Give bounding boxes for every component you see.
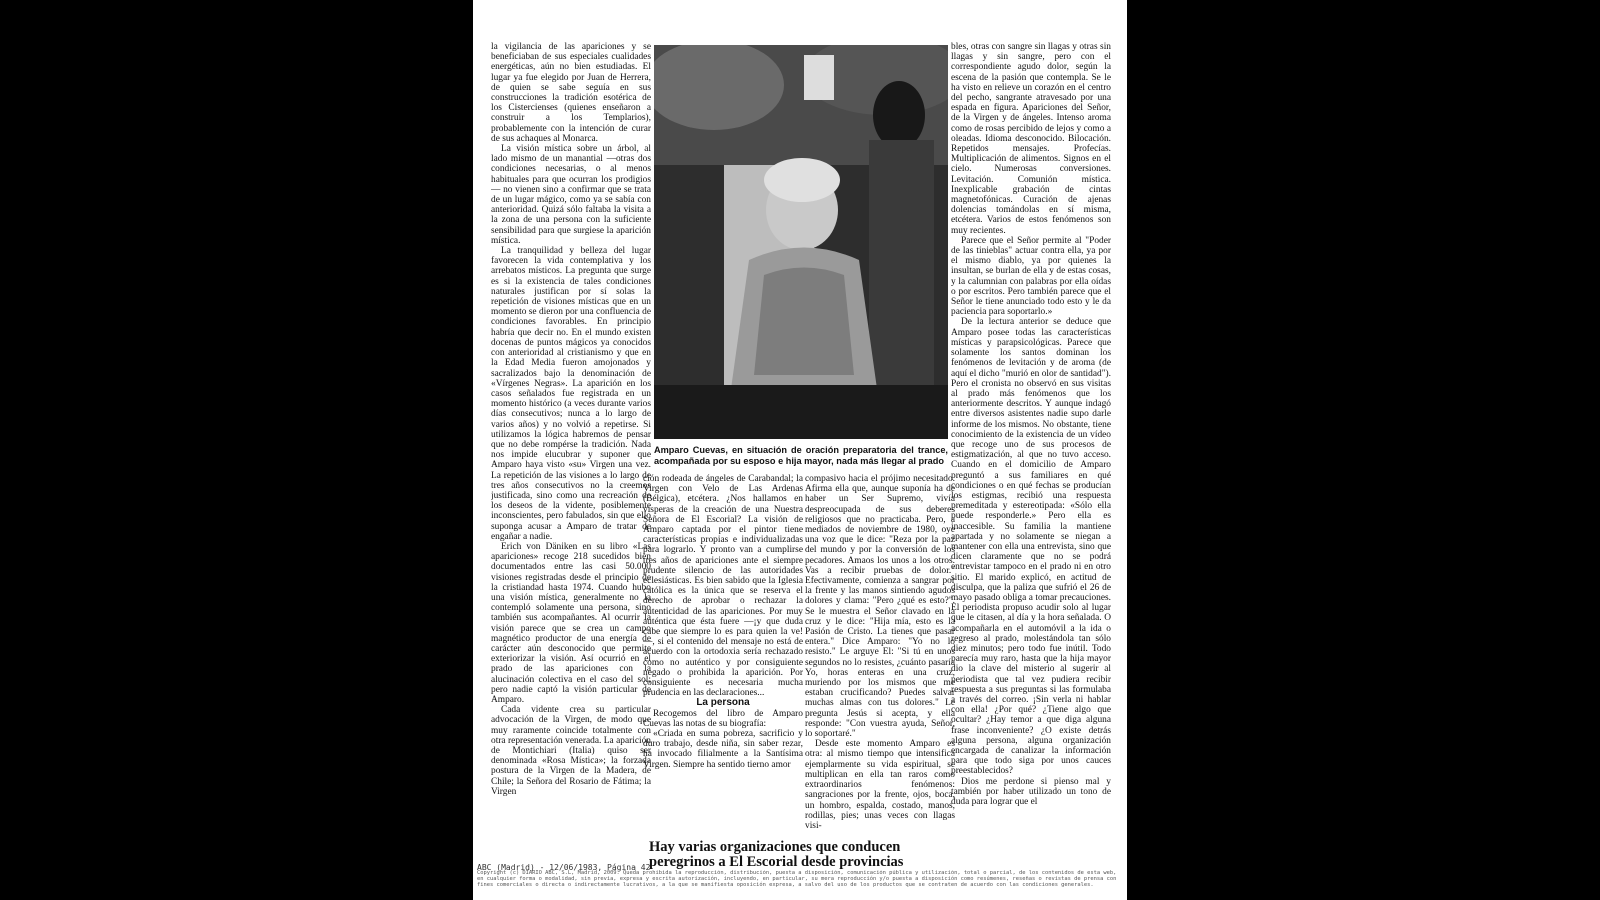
photo-illustration [654, 45, 948, 439]
paragraph: «Criada en suma pobreza, sacrificio y duro trabajo, desde niña, sin saber rezar, ha invocado filialmente a la Santísima Virgen. Siempre ha sentido tierno amor [643, 729, 803, 770]
text-column-1 [491, 42, 651, 860]
paragraph: Dios me perdone si pienso mal y también por haber utilizado un tono de duda para lograr que el [951, 776, 1111, 808]
news-photo [654, 45, 948, 439]
text-column-4 [951, 42, 1111, 860]
paragraph: compasivo hacia el prójimo necesitado. Afirma ella que, aunque suponía ha de haber un Ser Supremo, vivía despreocupada de sus deberes religiosos que no practicaba. Pero, a mediados de noviembre de 1980, oye una voz que le dice: "Reza por la paz del mundo y por la conversión de los pecadores. Amaos los unos a los otros. Vas a recibir pruebas de dolor." Efectivamente, comienza a sangrar por la frente y las manos sintiendo agudos dolores y clama: "Pero ¿qué es esto?". Se le muestra el Señor clavado en la cruz y le dice: "Hija mía, esto es la Pasión de Cristo. La tienes que pasar entera." Dice Amparo: "Yo no lo resisto." Le arguye El: "Si tú en unos segundos no lo resistes, ¿cuánto pasaría Yo, horas enteras en una cruz, muriendo por los mismos que me estaban crucificando? Puedes salvar muchas almas con tus dolores." Le pregunta Jesús si acepta, y ella responde: "Con vuestra ayuda, Señor, lo soportaré." [805, 474, 955, 740]
section-subhead: La persona [696, 697, 750, 709]
text-column-2 [643, 474, 803, 832]
newspaper-page [473, 0, 1127, 900]
text-column-3 [805, 474, 955, 832]
paragraph: la vigilancia de las apariciones y se beneficiaban de sus especiales cualidades energéticas, aún no bien estudiadas. El lugar ya fue elegido por Juan de Herrera, de quien se sabe seguía en sus construcciones la tradición esotérica de los Cistercienses (quienes enseñaron a construir a los Templarios), probablemente con la intención de curar de sus achaques al Monarca. [491, 42, 651, 144]
copyright-footer: Copyright (c) DIARIO ABC, S.L, Madrid, 2009. Queda prohibida la reproducción, distribución, puesta a disposición, comunicación pública y utilización, total o parcial, de los contenidos de esta web, en cualquier forma o modalidad, sin previa, expresa y escrita autorización, incluyendo, en particular, su mera reproducción y/o puesta a disposición como resúmenes, reseñas o revistas de prensa con fines comerciales o directa o indirectamente lucrativos, a la que se manifiesta oposición expresa, a salvo del uso de los productos que se contraten de acuerdo con las condiciones generales. [477, 870, 1117, 888]
photo-caption: Amparo Cuevas, en situación de oración preparatoria del trance, acompañada por su esposo e hija mayor, nada más llegar al prado [654, 445, 948, 466]
paragraph: La tranquilidad y belleza del lugar favorecen la vida contemplativa y los arrebatos místicos. La pregunta que surge es si la existencia de tales condiciones naturales justifican por sí solas la repetición de visiones místicas que en un momento se dieron por una confluencia de condiciones favorables. En principio habría que decir no. En el mundo existen docenas de puntos mágicos ya conocidos con anterioridad al cristianismo y que en la Edad Media fueron amojonados y sacralizados bajo la denominación de «Vírgenes Negras». La aparición en los casos señalados fue registrada en un momento histórico (a veces durante varios días consecutivos; nunca a lo largo de varios años) y no volvió a repetirse. Si utilizamos la lógica habremos de pensar que no debe rompérse la tradición. Nada nos impide elucubrar y suponer que Amparo haya visto «su» Virgen una vez. La repetición de las visiones a lo largo de tres años consecutivos no la creemos justificada, sino como una recreación de los deseos de la vidente, posiblemente inconscientes, pero fabulados, sin que ello suponga acusar a Amparo de tratar de engañar a nadie. [491, 246, 651, 542]
paragraph: Recogemos del libro de Amparo Cuevas las notas de su biografía: [643, 708, 803, 729]
source-line: ABC (Madrid) - 12/06/1983, Página 42 [477, 863, 651, 872]
paragraph: De la lectura anterior se deduce que Amparo posee todas las características místicas y parapsicológicas. Parece que solamente los santos dominan los fenómenos de levitación y de aroma (de aquí el dicho "murió en olor de santidad"). Pero el cronista no observó en sus visitas al prado más fenómenos que los anteriormente descritos. Y aunque indagó entre diversos asistentes nadie supo darle informe de los mismos. No obstante, tiene conocimiento de la existencia de un vídeo que recoge uno de sus procesos de estigmatización, al que no tuvo acceso. Cuando en el domicilio de Amparo preguntó a sus familiares en qué condiciones o en qué fechas se producían los estigmas, recibió una respuesta premeditada y estereotipada: «Sólo ella puede responderle.» Pero ella es inaccesible. Su familia la mantiene apartada y no solamente se niegan a mantener con ella una entrevista, sino que dicen claramente que no se podrá entrevistar tampoco en el prado ni en otro sitio. El marido explicó, en actitud de disculpa, que la paliza que sufrió el 26 de mayo pasado obliga a tomar precauciones. El periodista propuso acudir solo al lugar que le citasen, al día y la hora señalada. O acompañarla en el automóvil a la ida o regreso al prado, molestándola tan sólo diez minutos; pero todo fue inútil. Todo parecía muy raro, hasta que la hija mayor dio la clave del misterio al sugerir al periodista que tal vez pudiera recibir respuesta a sus preguntas si las formulaba a través del correo. ¡Sin verla ni hablar con ella! ¿Por qué? ¿Tiene algo que ocultar? ¿Hay temor a que diga alguna frase inconveniente? ¿O existe detrás alguna persona, alguna organización encargada de canalizar la información para que todo siga por unos cauces preestablecidos? [951, 317, 1111, 777]
paragraph: Cada vidente crea su particular advocación de la Virgen, de modo que muy raramente coincide totalmente con otra representación venerada. La aparición de Montichiari (Italia) quiso ser denominada «Rosa Mística»; la forzada postura de la Virgen de la Madera, de Chile; la Señora del Rosario de Fátima; la Virgen [491, 705, 651, 797]
headline: Hay varias organizaciones que conducen peregrinos a El Escorial desde provincias [649, 839, 904, 870]
paragraph: bles, otras con sangre sin llagas y otras sin llagas y sin sangre, pero con el correspondiente agudo dolor, según la escena de la pasión que contempla. Se le ha visto en relieve un corazón en el centro del pecho, sangrante atravesado por una espada en figura. Apariciones del Señor, de la Virgen y de ángeles. Intenso aroma como de rosas percibido de lejos y como a oleadas. Idioma desconocido. Bilocación. Repetidos mensajes. Profecías. Multiplicación de alimentos. Signos en el cielo. Numerosas conversiones. Levitación. Comunión mística. Inexplicable grabación de cintas magnetofónicas. Curación de ajenas dolencias tomándolas en sí misma, etcétera. Varios de estos fenómenos son muy recientes. [951, 42, 1111, 236]
paragraph: La visión mística sobre un árbol, al lado mismo de un manantial —otras dos condiciones necesarias, o al menos habituales para que ocurran los prodigios— no vienen sino a confirmar que se trata de un lugar mágico, como ya se sabía con anterioridad. Quizá sólo faltaba la visita a la zona de una persona con la suficiente sensibilidad para que surgiese la aparición mística. [491, 144, 651, 246]
paragraph: Erich von Däniken en su libro «Las apariciones» recoge 218 sucedidos bien documentados entre las casi 50.000 visiones registradas desde el principio de la cristiandad hasta 1974. Cuando hubo una visión mística, generalmente no la contempló solamente una persona, sino también sus acompañantes. Al ocurrir la visión parece que se crea un campo magnético productor de una energía de carácter aún desconocido que permite exteriorizar la visión. Así ocurrió en el prado de las apariciones con la alucinación colectiva en el caso del sol; pero nadie captó la visión particular de Amparo. [491, 541, 651, 705]
paragraph: ción rodeada de ángeles de Carabandal; la Virgen con Velo de Las Ardenas (Bélgica), etcétera. ¿Nos hallamos en vísperas de la creación de una Nuestra Señora de El Escorial? La visión de Amparo captada por el pintor tiene características propias e individualizadas para lograrlo. Y pronto van a cumplirse tres años de apariciones ante el siempre prudente silencio de las autoridades eclesiásticas. Es bien sabido que la Iglesia católica es la única que se reserva el derecho de aprobar o rechazar la autenticidad de las apariciones. Por muy auténtica que ésta fuere —¡y que duda cabe que siempre lo es para quien la ve!—, si el contenido del mensaje no está de acuerdo con la ortodoxia sería rechazado como no auténtico y por consiguiente negado o prohibida la aparición. Por consiguiente es necesaria mucha prudencia en las declaraciones... [643, 474, 803, 699]
paragraph: Parece que el Señor permite al "Poder de las tinieblas" actuar contra ella, ya por el mismo diablo, ya por quienes la insultan, se burlan de ella y de estas cosas, y la calumnian con palabras por ella oídas o por escritos. Pero también parece que el Señor le tiene anunciado todo esto y le da paciencia para soportarlo.» [951, 235, 1111, 318]
paragraph: Desde este momento Amparo es otra: al mismo tiempo que intensifica ejemplarmente su vida espiritual, se multiplican en ella tan raros como extraordinarios fenómenos: sangraciones por la frente, ojos, boca, un hombro, espalda, costado, manos, rodillas, pies; unas veces con llagas visi- [805, 739, 955, 831]
